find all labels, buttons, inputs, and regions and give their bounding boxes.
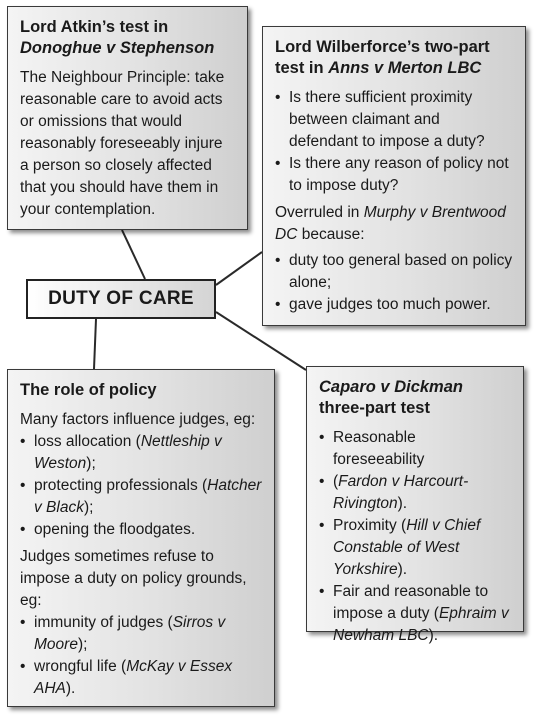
atkin-body: The Neighbour Principle: take reasonable care to avoid acts or omissions that would reasonably foreseeably injure a person so closely affected that you should have them in your contemplation. xyxy=(20,69,225,218)
connector-atkin xyxy=(122,230,145,279)
list-item: • Reasonable foreseeability xyxy=(319,427,511,471)
wilberforce-title: Lord Wilberforce’s two-part test in Anns v Merton LBC xyxy=(275,38,490,77)
overruled-reasons xyxy=(275,250,513,316)
overruled-text: Overruled in Murphy v Brentwood DC because: xyxy=(275,204,506,243)
policy-intro: Many factors influence judges, eg: xyxy=(20,411,256,428)
list-item: • immunity of judges (Sirros v Moore); xyxy=(20,612,262,656)
list-item: • opening the floodgates. xyxy=(20,519,262,541)
atkin-box xyxy=(7,6,248,230)
list-item: • duty too general based on policy alone; xyxy=(275,250,513,294)
policy-examples xyxy=(20,612,262,700)
duty-of-care-node: DUTY OF CARE xyxy=(26,279,216,319)
list-item: • Proximity (Hill v Chief Constable of West Yorkshire). xyxy=(319,515,511,581)
caparo-tests xyxy=(319,427,511,647)
policy-box xyxy=(7,369,275,707)
list-item: • (Fardon v Harcourt-Rivington). xyxy=(319,471,511,515)
list-item: • loss allocation (Nettleship v Weston); xyxy=(20,431,262,475)
connector-wilberforce xyxy=(216,252,262,285)
list-item: • protecting professionals (Hatcher v Black); xyxy=(20,475,262,519)
policy-title: The role of policy xyxy=(20,381,157,399)
list-item: • wrongful life (McKay v Essex AHA). xyxy=(20,656,262,700)
caparo-title: Caparo v Dickman three-part test xyxy=(319,378,463,417)
list-item: • gave judges too much power. xyxy=(275,294,513,316)
list-item: • Is there any reason of policy not to impose duty? xyxy=(275,153,513,197)
policy-factors xyxy=(20,431,262,541)
policy-refuse: Judges sometimes refuse to impose a duty on policy grounds, eg: xyxy=(20,548,247,609)
connector-policy xyxy=(94,319,96,369)
wilberforce-questions xyxy=(275,87,513,197)
caparo-box xyxy=(306,366,524,644)
atkin-title: Lord Atkin’s test in Donoghue v Stephenson xyxy=(20,18,215,57)
wilberforce-box xyxy=(262,26,526,326)
list-item: • Is there sufficient proximity between claimant and defendant to impose a duty? xyxy=(275,87,513,153)
list-item: • Fair and reasonable to impose a duty (Ephraim v Newham LBC). xyxy=(319,581,511,647)
